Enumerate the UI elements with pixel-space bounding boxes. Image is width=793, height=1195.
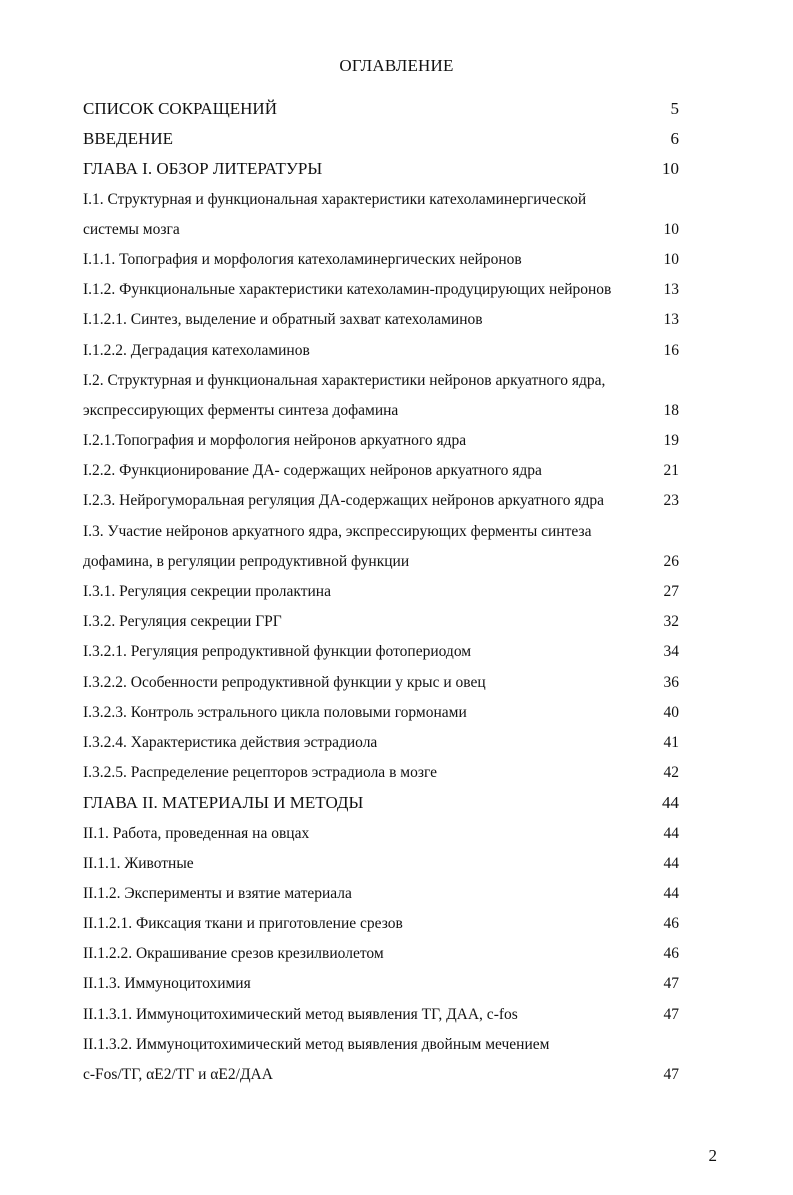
toc-entry-page: 13: [663, 281, 679, 299]
toc-entry-page: 44: [663, 884, 679, 902]
toc-entry: [83, 94, 693, 124]
toc-entry-title: I.3.2.5. Распределение рецепторов эстрадиола в мозге: [83, 764, 437, 782]
toc-entry: [83, 577, 693, 607]
toc-entry-title: I.3.2.3. Контроль эстрального цикла половыми гормонами: [83, 703, 467, 721]
toc-entry-page: 19: [663, 432, 679, 450]
toc-entry-title: II.1.2.1. Фиксация ткани и приготовление срезов: [83, 915, 403, 933]
toc-entry-page: 10: [662, 159, 679, 179]
toc-entry-title: дофамина, в регуляции репродуктивной функции: [83, 552, 410, 570]
toc-entry: [83, 154, 693, 184]
toc-entry-title: ГЛАВА II. МАТЕРИАЛЫ И МЕТОДЫ: [83, 793, 364, 813]
toc-entry: [83, 396, 693, 426]
toc-entry-title: системы мозга: [83, 220, 180, 238]
toc-entry-title: II.1.3.2. Иммуноцитохимический метод выявления двойным мечением: [83, 1035, 550, 1053]
toc-entry-page: 27: [663, 583, 679, 600]
toc-entry-title: I.1.2. Функциональные характеристики катехоламин-продуцирующих нейронов: [83, 281, 612, 299]
toc-entry-page: 5: [670, 99, 679, 118]
toc-entry-page: 34: [663, 643, 679, 661]
toc-entry-page: 44: [662, 793, 679, 813]
page-title: ОГЛАВЛЕНИЕ: [339, 56, 454, 75]
toc-entry-page: 32: [663, 613, 679, 631]
toc-entry: [83, 305, 693, 335]
toc-entry: [83, 879, 693, 909]
toc-entry-title: II.1.3. Иммуноцитохимия: [83, 975, 251, 993]
toc-entry: [83, 426, 693, 456]
toc-entry-title: ГЛАВА I. ОБЗОР ЛИТЕРАТУРЫ: [83, 159, 323, 179]
toc-entry: [83, 819, 693, 849]
toc-entry-title: I.3.2.2. Особенности репродуктивной функции у крыс и овец: [83, 673, 486, 691]
toc-entry-page: 44: [663, 824, 679, 842]
toc-entry-page: 42: [663, 764, 679, 782]
table-of-contents: [83, 94, 693, 1090]
toc-entry: [83, 698, 693, 728]
toc-entry-page: 47: [663, 1066, 679, 1083]
toc-entry-page: 46: [663, 915, 679, 933]
toc-entry-title: I.1.2.1. Синтез, выделение и обратный захват катехоламинов: [83, 311, 483, 329]
toc-entry-page: 36: [663, 673, 679, 691]
toc-entry: [83, 245, 693, 275]
toc-entry-title: II.1.2. Эксперименты и взятие материала: [83, 884, 352, 902]
toc-entry: [83, 517, 693, 547]
toc-entry: [83, 939, 693, 969]
toc-entry-title: I.1. Структурная и функциональная характеристики катехоламинергической: [83, 190, 587, 208]
toc-entry: [83, 1000, 693, 1030]
toc-entry: [83, 215, 693, 245]
toc-entry-page: 41: [663, 733, 679, 751]
toc-entry-page: 10: [663, 250, 679, 268]
toc-entry-page: 16: [663, 341, 679, 359]
toc-entry: [83, 275, 693, 305]
toc-entry-title: I.2.1.Топография и морфология нейронов аркуатного ядра: [83, 432, 467, 450]
toc-entry-title: II.1.2.2. Окрашивание срезов крезилвиолетом: [83, 945, 384, 963]
toc-entry: [83, 366, 693, 396]
toc-entry: [83, 547, 693, 577]
toc-entry: [83, 124, 693, 154]
toc-entry: [83, 637, 693, 667]
toc-entry-title: I.3. Участие нейронов аркуатного ядра, экспрессирующих ферменты синтеза: [83, 522, 592, 540]
toc-entry-page: 46: [663, 945, 679, 963]
toc-entry-title: I.1.1. Топография и морфология катехоламинергических нейронов: [83, 250, 522, 268]
toc-entry-page: 6: [670, 129, 679, 149]
toc-entry: [83, 788, 693, 818]
toc-entry: [83, 758, 693, 788]
toc-entry-title: I.3.2.1. Регуляция репродуктивной функции фотопериодом: [83, 643, 472, 661]
toc-entry: [83, 185, 693, 215]
toc-entry-page: 26: [663, 552, 679, 570]
toc-entry: [83, 486, 693, 516]
toc-entry-title: СПИСОК СОКРАЩЕНИЙ: [83, 99, 277, 118]
toc-entry-page: 47: [663, 1005, 679, 1023]
toc-entry: [83, 668, 693, 698]
toc-entry: [83, 456, 693, 486]
toc-entry-title: I.1.2.2. Деградация катехоламинов: [83, 341, 310, 359]
toc-entry-title: I.3.2.4. Характеристика действия эстрадиола: [83, 733, 378, 751]
toc-entry: [83, 728, 693, 758]
toc-entry-page: 13: [663, 311, 679, 329]
toc-entry-page: 10: [663, 220, 679, 238]
toc-entry-title: экспрессирующих ферменты синтеза дофамина: [83, 401, 399, 419]
toc-entry-page: 40: [663, 703, 679, 721]
toc-entry-title: ВВЕДЕНИЕ: [83, 129, 173, 149]
toc-entry-page: 47: [663, 975, 679, 993]
toc-entry-title: c-Fos/ТГ, αE2/ТГ и αE2/ДАА: [83, 1066, 273, 1083]
toc-entry-title: I.3.1. Регуляция секреции пролактина: [83, 583, 331, 600]
toc-entry-title: I.2.2. Функционирование ДА- содержащих нейронов аркуатного ядра: [83, 462, 542, 480]
toc-entry-title: I.2. Структурная и функциональная характеристики нейронов аркуатного ядра,: [83, 371, 606, 389]
toc-entry: [83, 607, 693, 637]
toc-entry: [83, 969, 693, 999]
page-number: 2: [708, 1146, 717, 1165]
toc-entry: [83, 1030, 693, 1060]
toc-entry: [83, 336, 693, 366]
toc-entry-title: I.3.2. Регуляция секреции ГРГ: [83, 613, 282, 631]
toc-entry-page: 44: [663, 854, 679, 872]
toc-entry: [83, 1060, 693, 1090]
toc-entry-title: II.1.1. Животные: [83, 854, 194, 872]
toc-entry-title: II.1.3.1. Иммуноцитохимический метод выявления ТГ, ДАА, c-fos: [83, 1005, 518, 1023]
toc-entry-title: I.2.3. Нейрогуморальная регуляция ДА-содержащих нейронов аркуатного ядра: [83, 492, 605, 510]
toc-entry-page: 21: [663, 462, 679, 480]
toc-entry: [83, 909, 693, 939]
toc-entry-title: II.1. Работа, проведенная на овцах: [83, 824, 310, 842]
toc-entry: [83, 849, 693, 879]
toc-entry-page: 23: [663, 492, 679, 510]
toc-entry-page: 18: [663, 401, 679, 419]
